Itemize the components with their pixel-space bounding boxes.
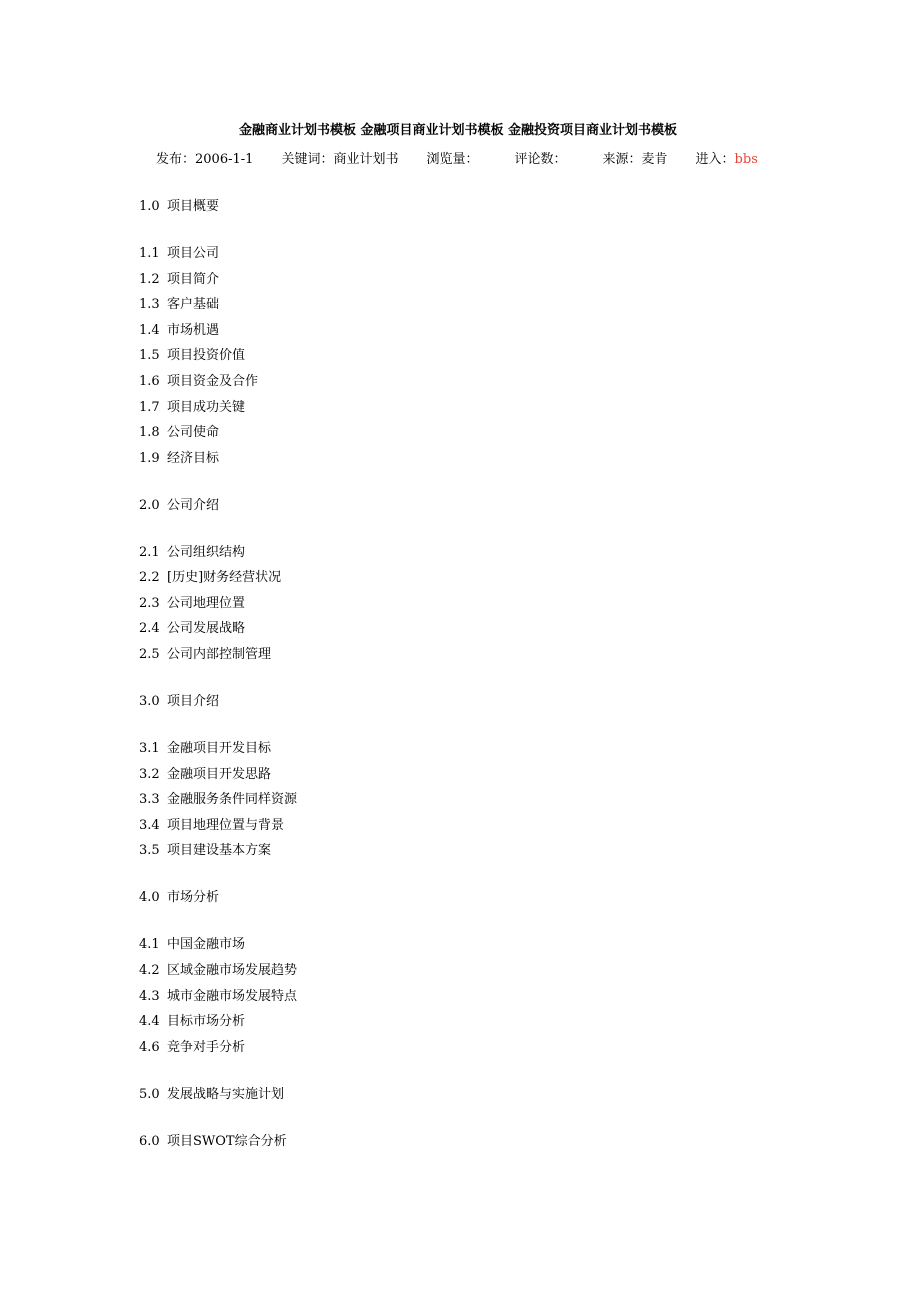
toc-item-number: 2.2 — [139, 570, 160, 586]
comments-label: 评论数： — [514, 152, 567, 167]
toc-item-title: 公司组织结构 — [167, 544, 246, 560]
toc-item-title: 项目简介 — [167, 271, 220, 287]
bbs-link[interactable]: bbs — [734, 152, 758, 167]
toc-item-title: 市场机遇 — [167, 322, 220, 338]
toc-item-number: 1.8 — [139, 425, 160, 441]
toc-item-title: 金融服务条件同样资源 — [167, 792, 298, 808]
toc-item-title: 经济目标 — [167, 450, 220, 466]
publish-label: 发布： — [156, 152, 196, 167]
toc-item-number: 4.6 — [139, 1039, 160, 1055]
toc-item — [139, 1039, 297, 1065]
toc-item — [139, 271, 297, 297]
toc-item — [139, 1013, 297, 1039]
toc-section-heading — [139, 198, 297, 224]
toc-item-number: 1.7 — [139, 399, 160, 415]
toc-item-number: 3.3 — [139, 792, 160, 808]
toc-item — [139, 962, 297, 988]
toc-item-number: 2.3 — [139, 595, 160, 611]
toc-item — [139, 988, 297, 1014]
section-gap — [139, 1111, 297, 1132]
source-value: 麦肯 — [641, 152, 668, 167]
toc-item-title: 项目投资价值 — [167, 348, 246, 364]
toc-item — [139, 245, 297, 271]
toc-section-heading-number: 1.0 — [139, 199, 160, 214]
toc-item — [139, 740, 297, 766]
section-gap — [139, 522, 297, 543]
toc-section-heading-number: 4.0 — [139, 890, 160, 906]
toc-item-title: 公司内部控制管理 — [167, 647, 272, 663]
toc-item-title: 项目成功关键 — [167, 399, 246, 415]
toc-section-heading — [139, 889, 297, 915]
toc-item-number: 1.1 — [139, 245, 160, 261]
toc-item-number: 3.5 — [139, 843, 160, 859]
toc-item-title: 金融项目开发目标 — [167, 741, 272, 757]
views-label: 浏览量： — [426, 152, 479, 167]
section-gap — [139, 1064, 297, 1085]
toc-section-heading-number: 3.0 — [139, 694, 160, 710]
toc-section-heading-title: 发展战略与实施计划 — [167, 1086, 285, 1102]
toc-item-number: 2.1 — [139, 544, 160, 560]
toc-item-title: [历史]财务经营状况 — [167, 570, 282, 586]
toc-item-title: 竞争对手分析 — [167, 1039, 246, 1055]
toc-item — [139, 296, 297, 322]
toc-item-title: 中国金融市场 — [167, 937, 246, 953]
toc-item-number: 4.2 — [139, 962, 160, 978]
toc-item-title: 目标市场分析 — [167, 1014, 246, 1030]
toc-item-title: 项目地理位置与背景 — [167, 817, 285, 833]
toc-section-heading-number: 2.0 — [139, 497, 160, 513]
toc-item-title: 金融项目开发思路 — [167, 766, 272, 782]
keyword-label: 关键词： — [281, 152, 334, 167]
toc-section-heading-title: 市场分析 — [167, 890, 220, 906]
keyword-value: 商业计划书 — [333, 152, 399, 167]
toc-section-heading-number: 5.0 — [139, 1086, 160, 1102]
toc-item — [139, 450, 297, 476]
toc-section-heading-title: 公司介绍 — [167, 497, 220, 513]
source-label: 来源： — [602, 152, 642, 167]
toc-item-title: 项目资金及合作 — [167, 373, 259, 389]
toc-section-heading — [139, 693, 297, 719]
toc-item-number: 1.3 — [139, 297, 160, 313]
section-gap — [139, 224, 297, 245]
toc-item-number: 4.3 — [139, 988, 160, 1004]
toc-item — [139, 595, 297, 621]
section-gap — [139, 719, 297, 740]
toc-item-title: 城市金融市场发展特点 — [167, 988, 298, 1004]
toc-item-number: 3.4 — [139, 817, 160, 833]
toc-item-number: 4.1 — [139, 937, 160, 953]
toc-item-number: 3.2 — [139, 766, 160, 782]
toc-item-title: 客户基础 — [167, 297, 220, 313]
toc-item-title: 公司地理位置 — [167, 595, 246, 611]
page-title: 金融商业计划书模板 金融项目商业计划书模板 金融投资项目商业计划书模板 — [238, 123, 678, 138]
toc-item-number: 1.6 — [139, 373, 160, 389]
toc-item-number: 4.4 — [139, 1014, 160, 1030]
toc-section-heading-title: 项目概要 — [167, 199, 220, 214]
toc-item — [139, 936, 297, 962]
toc-item — [139, 646, 297, 672]
section-gap — [139, 915, 297, 936]
toc-item-number: 1.5 — [139, 348, 160, 364]
toc-item-number: 1.2 — [139, 271, 160, 287]
toc-item — [139, 322, 297, 348]
toc-item-number: 2.5 — [139, 647, 160, 663]
section-gap — [139, 868, 297, 889]
toc-item-title: 项目建设基本方案 — [167, 843, 272, 859]
toc-item — [139, 569, 297, 595]
toc-item — [139, 791, 297, 817]
toc-item-number: 2.4 — [139, 621, 160, 637]
toc-section-heading-title: 项目SWOT综合分析 — [167, 1133, 287, 1149]
section-gap — [139, 475, 297, 496]
toc-item — [139, 766, 297, 792]
toc-item — [139, 842, 297, 868]
toc-item-number: 1.9 — [139, 450, 160, 466]
toc-item — [139, 544, 297, 570]
toc-item — [139, 424, 297, 450]
toc-item — [139, 399, 297, 425]
toc-item — [139, 373, 297, 399]
toc-item-number: 1.4 — [139, 322, 160, 338]
toc-section-heading — [139, 1086, 297, 1112]
toc-section-heading-number: 6.0 — [139, 1133, 160, 1149]
toc-section-heading — [139, 1133, 297, 1159]
toc-item-title: 区域金融市场发展趋势 — [167, 962, 298, 978]
toc-item — [139, 347, 297, 373]
meta-line — [156, 151, 758, 169]
toc-section-heading — [139, 497, 297, 523]
toc-item-title: 公司发展战略 — [167, 621, 246, 637]
toc-item — [139, 817, 297, 843]
table-of-contents — [139, 198, 297, 1158]
toc-item-title: 公司使命 — [167, 425, 220, 441]
toc-item-number: 3.1 — [139, 741, 160, 757]
enter-label: 进入： — [695, 152, 735, 167]
section-gap — [139, 672, 297, 693]
toc-section-heading-title: 项目介绍 — [167, 694, 220, 710]
toc-item-title: 项目公司 — [167, 245, 220, 261]
toc-item — [139, 620, 297, 646]
publish-date: 2006-1-1 — [195, 152, 254, 167]
